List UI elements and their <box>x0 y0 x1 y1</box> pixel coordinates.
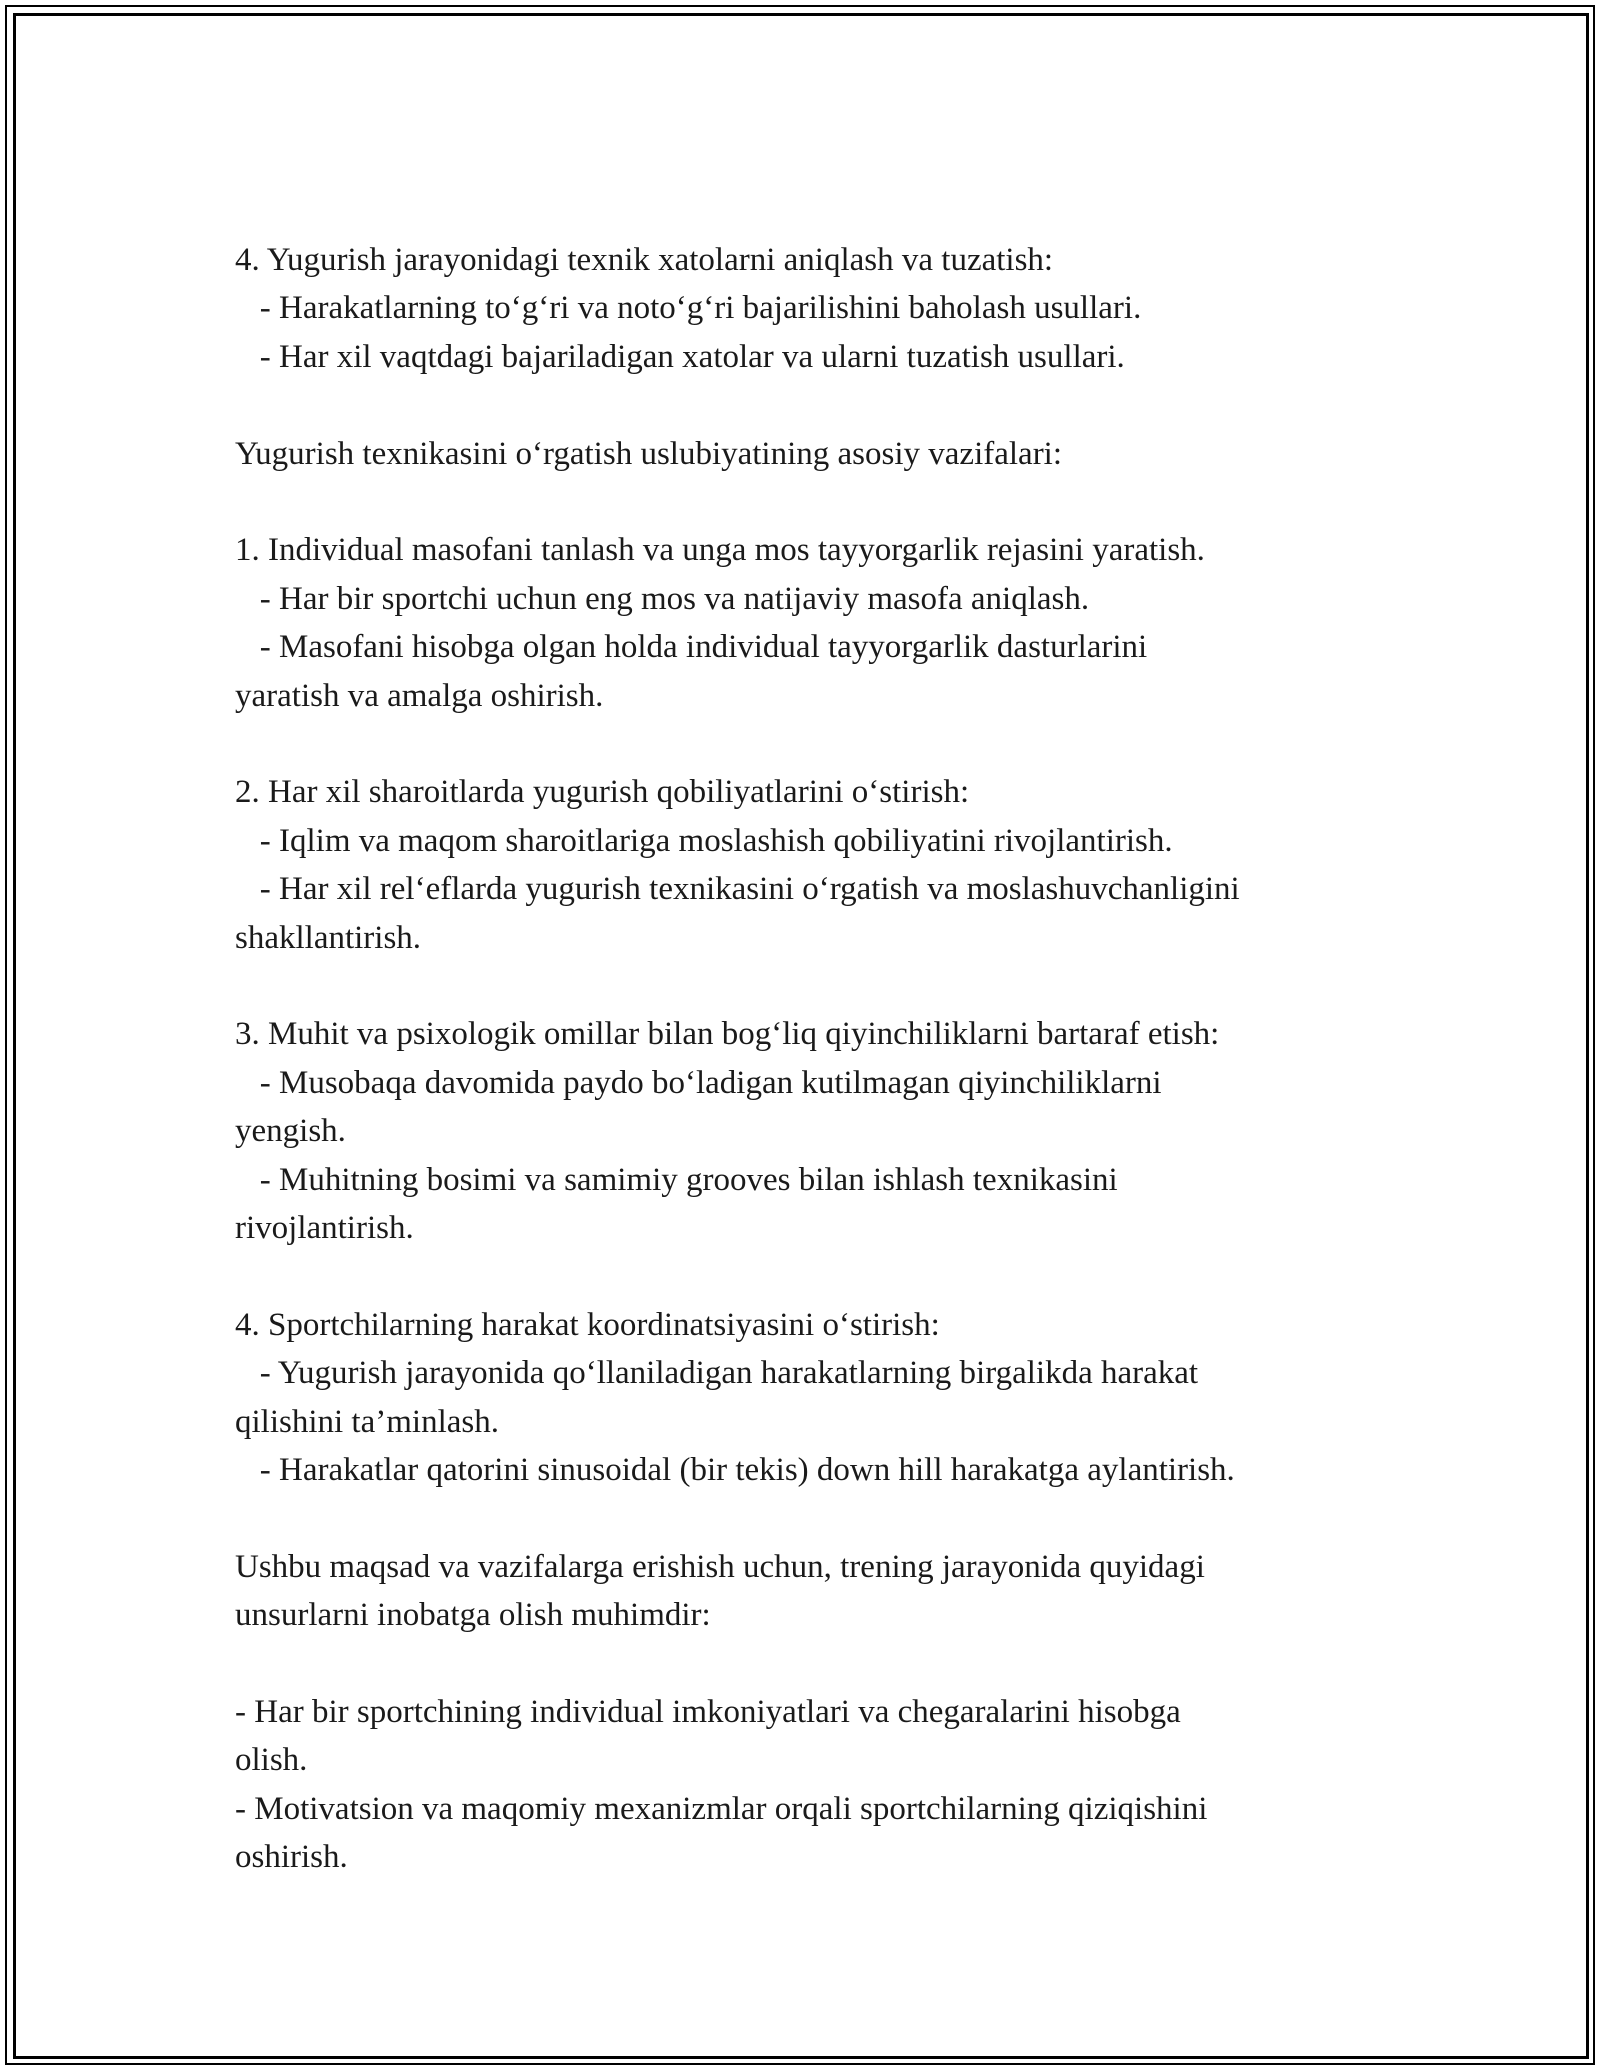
paragraph-gap <box>235 962 1385 1010</box>
text-line: 1. Individual masofani tanlash va unga mos tayyorgarlik rejasini yaratish. <box>235 532 1205 569</box>
text-line: - Har bir sportchi uchun eng mos va natijaviy masofa aniqlash. <box>235 580 1090 617</box>
text-line: - Muhitning bosimi va samimiy grooves bilan ishlash texnikasini <box>235 1161 1118 1198</box>
paragraph-block <box>235 1688 1385 1882</box>
text-line: - Harakatlar qatorini sinusoidal (bir tekis) down hill harakatga aylantirish. <box>235 1452 1235 1489</box>
text-line: - Harakatlarning to‘g‘ri va noto‘g‘ri bajarilishini baholash usullari. <box>235 290 1142 327</box>
text-line: - Motivatsion va maqomiy mexanizmlar orqali sportchilarning qiziqishini <box>235 1790 1208 1827</box>
text-line: - Iqlim va maqom sharoitlariga moslashish qobiliyatini rivojlantirish. <box>235 822 1173 859</box>
text-line: 4. Yugurish jarayonidagi texnik xatolarni aniqlash va tuzatish: <box>235 242 1054 278</box>
paragraph-block <box>235 1010 1385 1252</box>
document-body <box>235 236 1385 1882</box>
text-line: Ushbu maqsad va vazifalarga erishish uchun, trening jarayonida quyidagi <box>235 1548 1205 1585</box>
paragraph-block <box>235 768 1385 962</box>
paragraph-gap <box>235 720 1385 768</box>
paragraph-gap <box>235 1640 1385 1688</box>
paragraph-gap <box>235 1252 1385 1300</box>
text-line: - Masofani hisobga olgan holda individual tayyorgarlik dasturlarini <box>235 629 1148 666</box>
text-line: qilishini ta’minlash. <box>235 1403 499 1440</box>
text-line: olish. <box>235 1742 308 1779</box>
text-line: shakllantirish. <box>235 919 422 956</box>
text-line: Yugurish texnikasini o‘rgatish uslubiyatining asosiy vazifalari: <box>235 435 1063 472</box>
text-line: unsurlarni inobatga olish muhimdir: <box>235 1597 711 1634</box>
text-line: 3. Muhit va psixologik omillar bilan bog‘liq qiyinchiliklarni bartaraf etish: <box>235 1016 1220 1053</box>
paragraph-block <box>235 1301 1385 1495</box>
text-line: yaratish va amalga oshirish. <box>235 677 604 714</box>
paragraph-gap <box>235 1494 1385 1542</box>
paragraph-block <box>235 1543 1385 1640</box>
paragraph-gap <box>235 478 1385 526</box>
text-line: - Har xil vaqtdagi bajariladigan xatolar va ularni tuzatish usullari. <box>235 338 1125 375</box>
text-line: yengish. <box>235 1113 346 1150</box>
paragraph-block <box>235 526 1385 720</box>
text-line: rivojlantirish. <box>235 1210 414 1247</box>
paragraph-block <box>235 236 1385 381</box>
paragraph-gap <box>235 381 1385 429</box>
text-line: - Musobaqa davomida paydo bo‘ladigan kutilmagan qiyinchiliklarni <box>235 1064 1162 1101</box>
text-line: - Yugurish jarayonida qo‘llaniladigan harakatlarning birgalikda harakat <box>235 1355 1199 1392</box>
paragraph-block <box>235 430 1385 478</box>
text-line: oshirish. <box>235 1839 348 1876</box>
text-line: 4. Sportchilarning harakat koordinatsiyasini o‘stirish: <box>235 1306 940 1343</box>
text-line: - Har xil rel‘eflarda yugurish texnikasini o‘rgatish va moslashuvchanligini <box>235 871 1240 908</box>
text-line: - Har bir sportchining individual imkoniyatlari va chegaralarini hisobga <box>235 1694 1181 1731</box>
text-line: 2. Har xil sharoitlarda yugurish qobiliyatlarini o‘stirish: <box>235 774 970 811</box>
